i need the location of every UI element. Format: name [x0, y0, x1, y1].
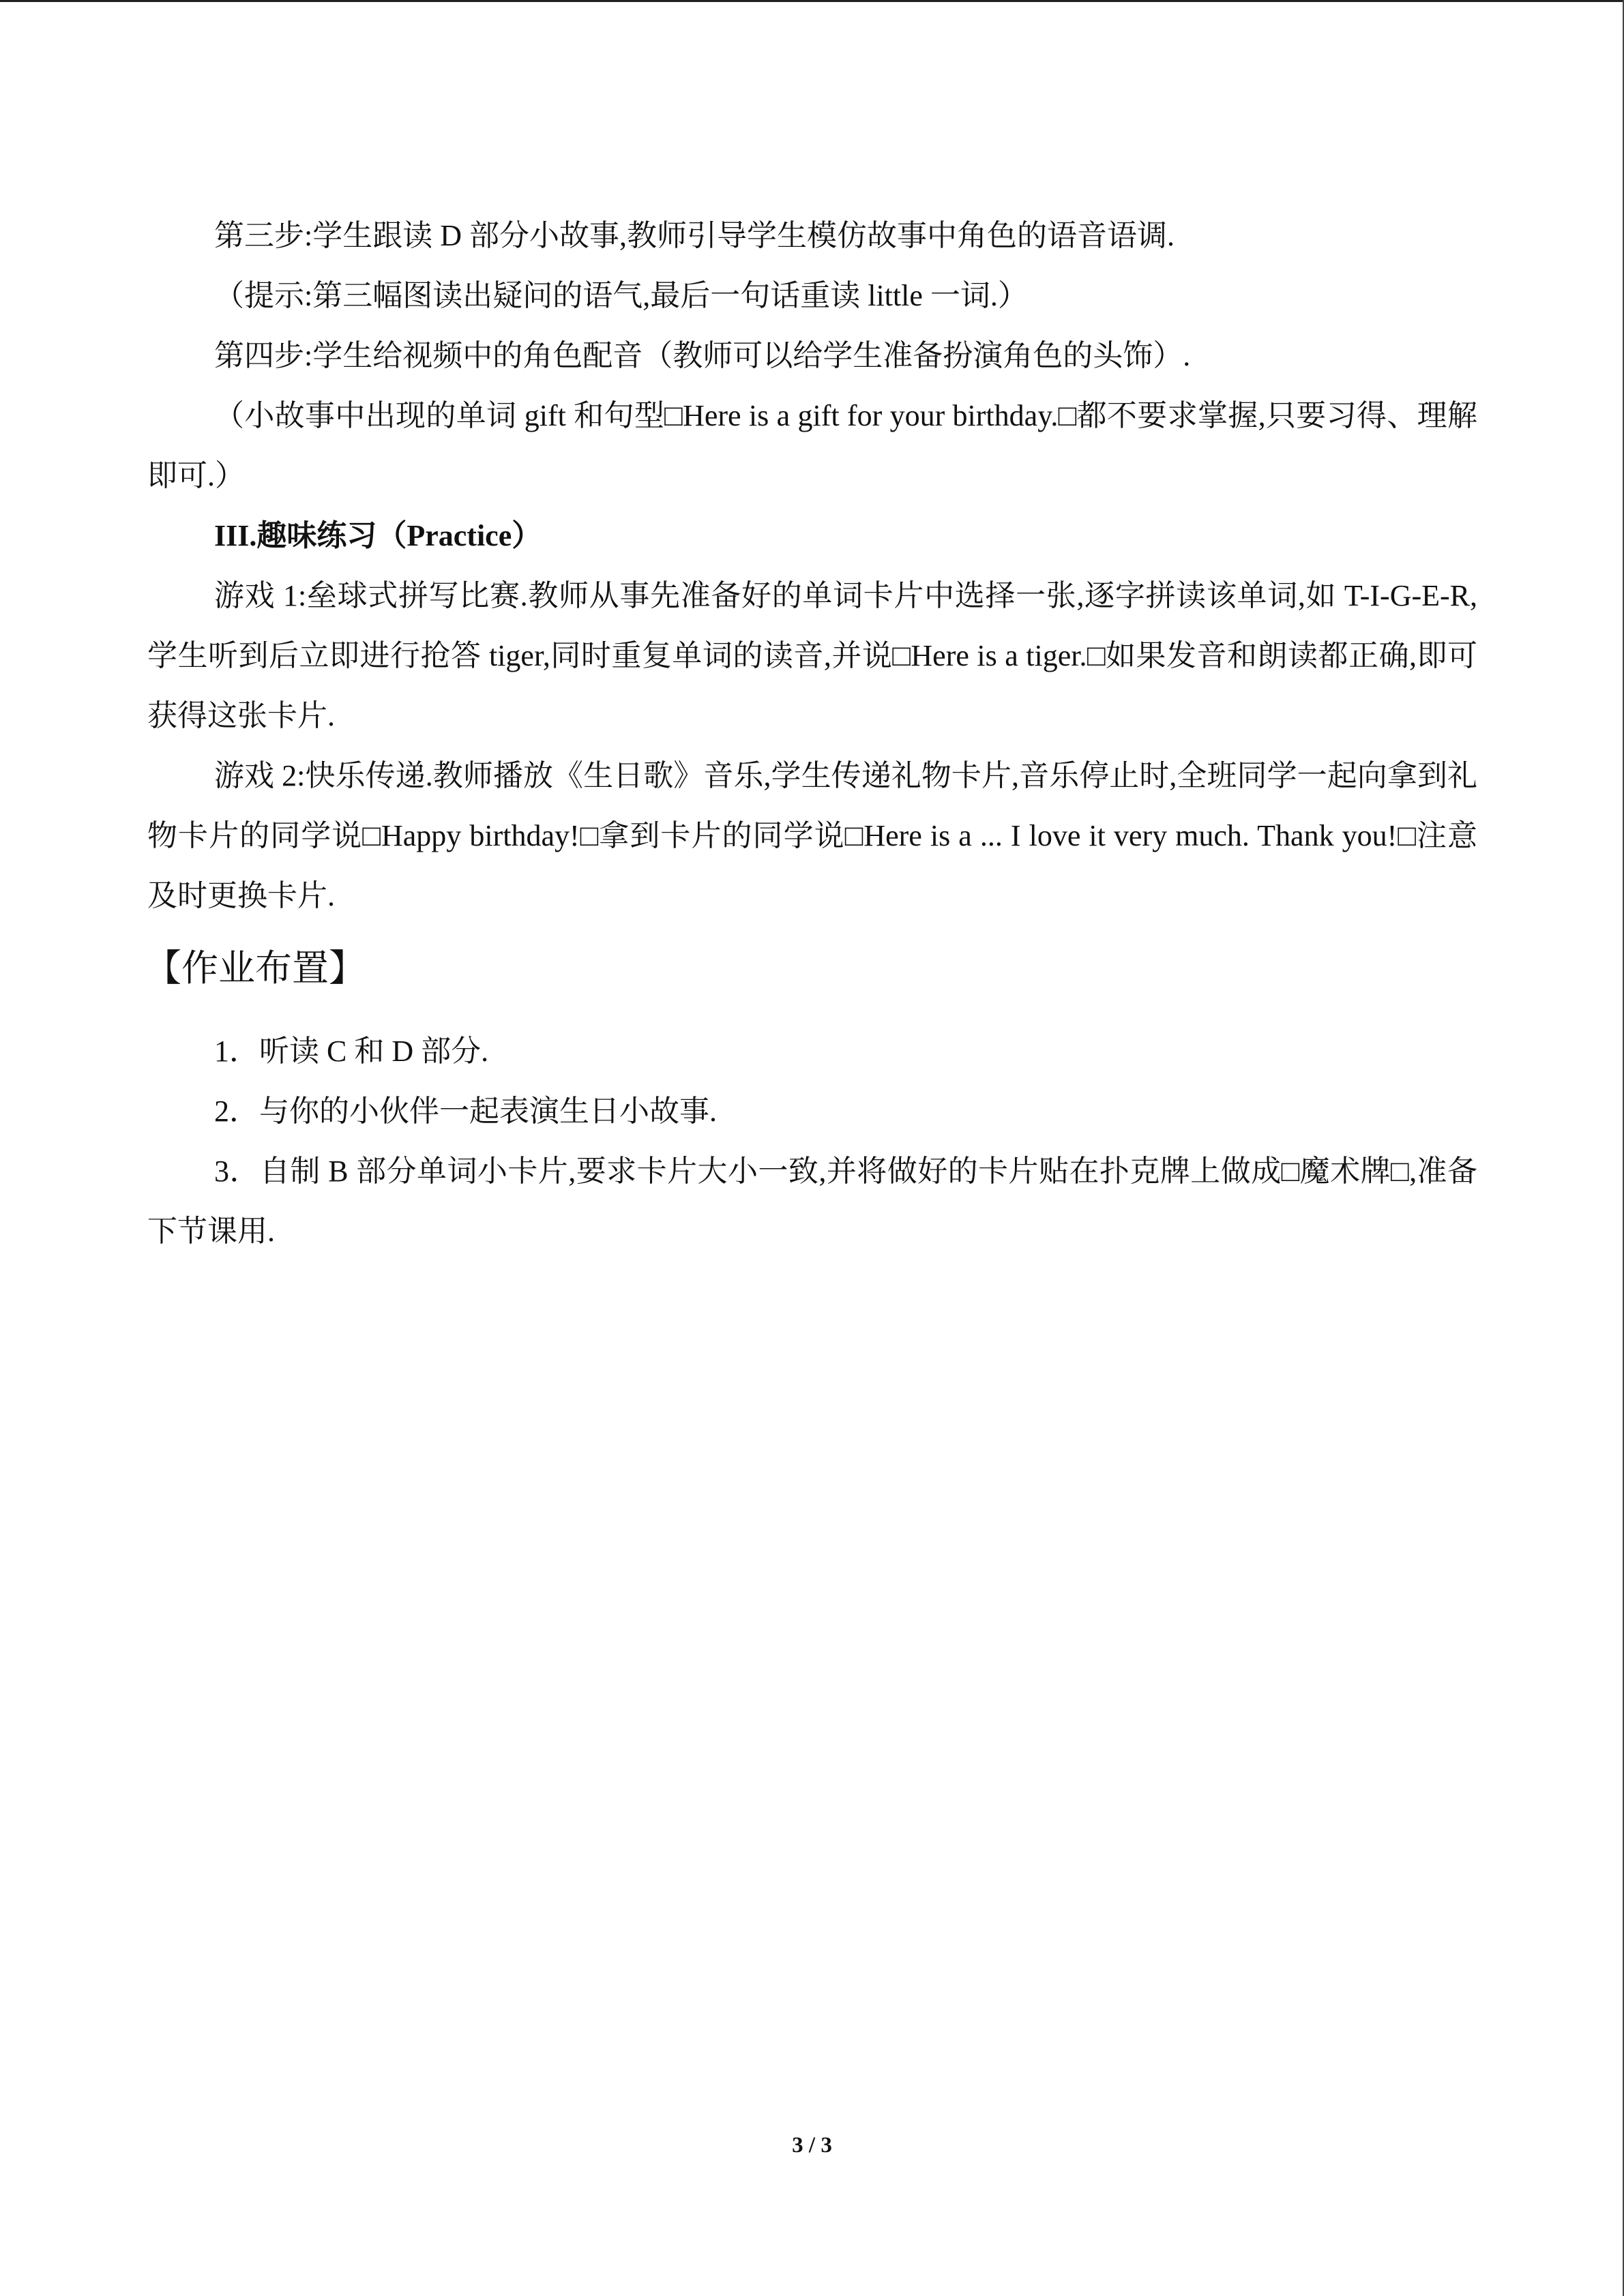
- page-top-border: [0, 0, 1624, 2]
- paragraph-note: （小故事中出现的单词 gift 和句型□Here is a gift for your birthday.□都不要求掌握,只要习得、理解即可.）: [147, 399, 1477, 492]
- paragraph-step4: 第四步:学生给视频中的角色配音（教师可以给学生准备扮演角色的头饰）.: [214, 339, 1191, 372]
- paragraph-game1: 游戏 1:垒球式拼写比赛.教师从事先准备好的单词卡片中选择一张,逐字拼读该单词,如 T-I-G-E-R,学生听到后立即进行抢答 tiger,同时重复单词的读音,并说□Here is a tiger.□如果发音和朗读都正确,即可获得这张卡片.: [147, 579, 1477, 732]
- paragraph-step3: 第三步:学生跟读 D 部分小故事,教师引导学生模仿故事中角色的语音语调.: [214, 219, 1175, 252]
- page-number: 3 / 3: [792, 2133, 832, 2158]
- homework-heading: 【作业布置】: [145, 946, 366, 989]
- homework-item-3: 3．自制 B 部分单词小卡片,要求卡片大小一致,并将做好的卡片贴在扑克牌上做成□魔术牌□,准备下节课用.: [147, 1154, 1477, 1248]
- paragraph-hint: （提示:第三幅图读出疑问的语气,最后一句话重读 little 一词.）: [214, 279, 1028, 312]
- homework-item-1: 1．听读 C 和 D 部分.: [214, 1034, 489, 1068]
- section-title-practice: III.趣味练习（Practice）: [214, 519, 542, 552]
- document-body: [147, 206, 1477, 1262]
- paragraph-game2: 游戏 2:快乐传递.教师播放《生日歌》音乐,学生传递礼物卡片,音乐停止时,全班同学一起向拿到礼物卡片的同学说□Happy birthday!□拿到卡片的同学说□Here is a ... I love it very much. Thank you!□注意及时更换卡片.: [147, 759, 1477, 912]
- homework-item-2: 2．与你的小伙伴一起表演生日小故事.: [214, 1094, 717, 1128]
